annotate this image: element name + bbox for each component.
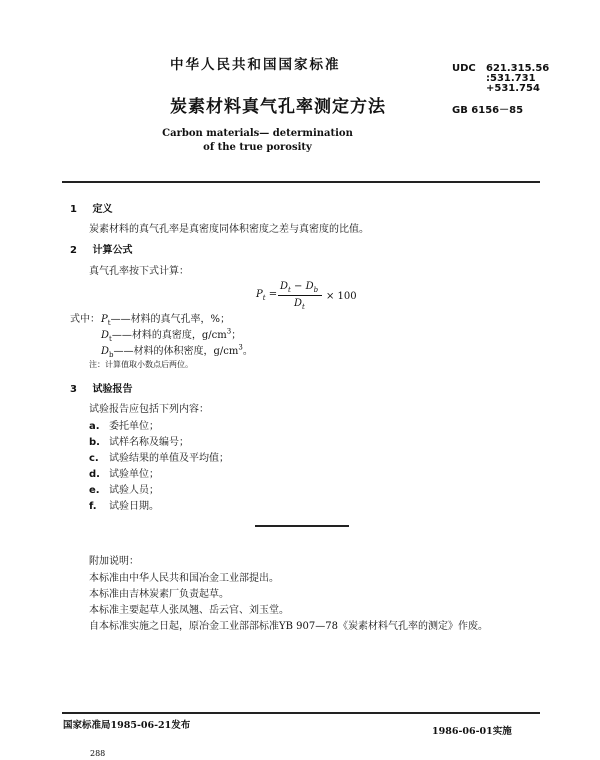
formula-var: D <box>305 281 314 292</box>
list-item <box>89 497 159 512</box>
where-sub: t <box>107 319 111 327</box>
where-sub: b <box>109 351 114 359</box>
section-title: 计算公式 <box>92 245 133 256</box>
appendix-line: 本标准主要起草人张凤翘、岳云官、刘玉堂。 <box>89 605 289 616</box>
where-var: P <box>101 314 108 325</box>
section-3-heading <box>70 380 132 395</box>
where-item <box>101 342 253 359</box>
list-marker: a. <box>89 421 100 432</box>
appendix-line: 本标准由吉林炭素厂负责起草。 <box>89 589 229 600</box>
list-marker: b. <box>89 437 100 448</box>
formula-minus: − <box>290 281 306 292</box>
formula-denominator <box>294 298 305 311</box>
where-sub: t <box>109 335 112 343</box>
issue-date: 国家标准局1985-06-21发布 <box>63 720 191 731</box>
effective-date: 1986-06-01实施 <box>432 726 512 737</box>
formula-var: P <box>256 289 263 300</box>
list-text: 试验单位； <box>109 469 159 480</box>
fraction-bar <box>278 295 322 296</box>
formula-intro: 真气孔率按下式计算： <box>89 266 189 277</box>
formula-var: D <box>294 298 303 309</box>
where-var: D <box>101 330 110 341</box>
where-var: D <box>101 346 110 357</box>
section-number: 1 <box>70 204 77 215</box>
udc-code: :531.731 <box>486 73 536 84</box>
list-marker: d. <box>89 469 100 480</box>
list-item <box>89 449 229 464</box>
where-end: ； <box>231 330 242 341</box>
section-number: 2 <box>70 245 77 256</box>
section-2-heading <box>70 241 132 256</box>
list-text: 试验结果的单值及平均值； <box>109 453 229 464</box>
where-desc: ——材料的体积密度，g/cm <box>113 346 239 357</box>
where-item <box>101 310 230 327</box>
formula-equals: = <box>265 289 278 300</box>
list-item <box>89 433 189 448</box>
where-lead: 式中： <box>70 314 100 325</box>
list-marker: f. <box>89 501 97 512</box>
section-1-body: 炭素材料的真气孔率是真密度同体积密度之差与真密度的比值。 <box>89 224 369 235</box>
where-sup: 3 <box>226 327 232 336</box>
page-number: 288 <box>90 749 106 758</box>
appendix-line: 本标准由中华人民共和国冶金工业部提出。 <box>89 573 279 584</box>
section-1-heading <box>70 200 112 215</box>
list-marker: c. <box>89 453 99 464</box>
where-sup: 3 <box>238 343 243 352</box>
report-intro: 试验报告应包括下列内容： <box>89 404 209 415</box>
calc-note: 注：计算值取小数点后两位。 <box>89 360 193 369</box>
udc-block <box>452 64 562 100</box>
formula-sub: t <box>288 286 291 294</box>
udc-code: +531.754 <box>486 83 540 94</box>
formula-sub: t <box>302 303 305 311</box>
appendix-title: 附加说明： <box>89 556 139 567</box>
formula-sub: t <box>262 294 266 302</box>
formula-multiplier: × 100 <box>326 291 357 302</box>
appendix-line: 自本标准实施之日起，原冶金工业部部标准YB 907—78《炭素材料气孔率的测定》作废。 <box>89 621 488 632</box>
list-item <box>89 481 159 496</box>
document-title-en: Carbon materials— determination of the true porosity <box>162 128 353 153</box>
list-text: 委托单位； <box>109 421 159 432</box>
standard-name: 中华人民共和国国家标准 <box>170 57 341 73</box>
where-item <box>101 326 241 343</box>
list-text: 试验日期。 <box>109 501 159 512</box>
udc-label: UDC <box>452 63 476 74</box>
gb-code: GB 6156－85 <box>452 105 524 116</box>
section-number: 3 <box>70 384 77 395</box>
end-divider <box>255 525 349 527</box>
where-desc: ——材料的真密度，g/cm <box>111 330 227 341</box>
footer-divider <box>62 712 540 714</box>
where-desc: ——材料的真气孔率，%； <box>110 314 231 325</box>
list-item <box>89 465 159 480</box>
header-divider <box>62 181 540 183</box>
section-title: 定义 <box>92 204 113 215</box>
formula-numerator <box>280 281 318 294</box>
list-marker: e. <box>89 485 100 496</box>
list-text: 试样名称及编号； <box>109 437 189 448</box>
udc-code: 621.315.56 <box>486 63 550 74</box>
document-title-cn: 炭素材料真气孔率测定方法 <box>170 97 386 117</box>
where-end: 。 <box>242 346 253 357</box>
section-title: 试验报告 <box>92 384 133 395</box>
list-text: 试验人员； <box>109 485 159 496</box>
list-item <box>89 417 159 432</box>
formula-lhs <box>256 289 277 302</box>
formula-var: D <box>280 281 289 292</box>
formula-sub: b <box>313 286 319 294</box>
